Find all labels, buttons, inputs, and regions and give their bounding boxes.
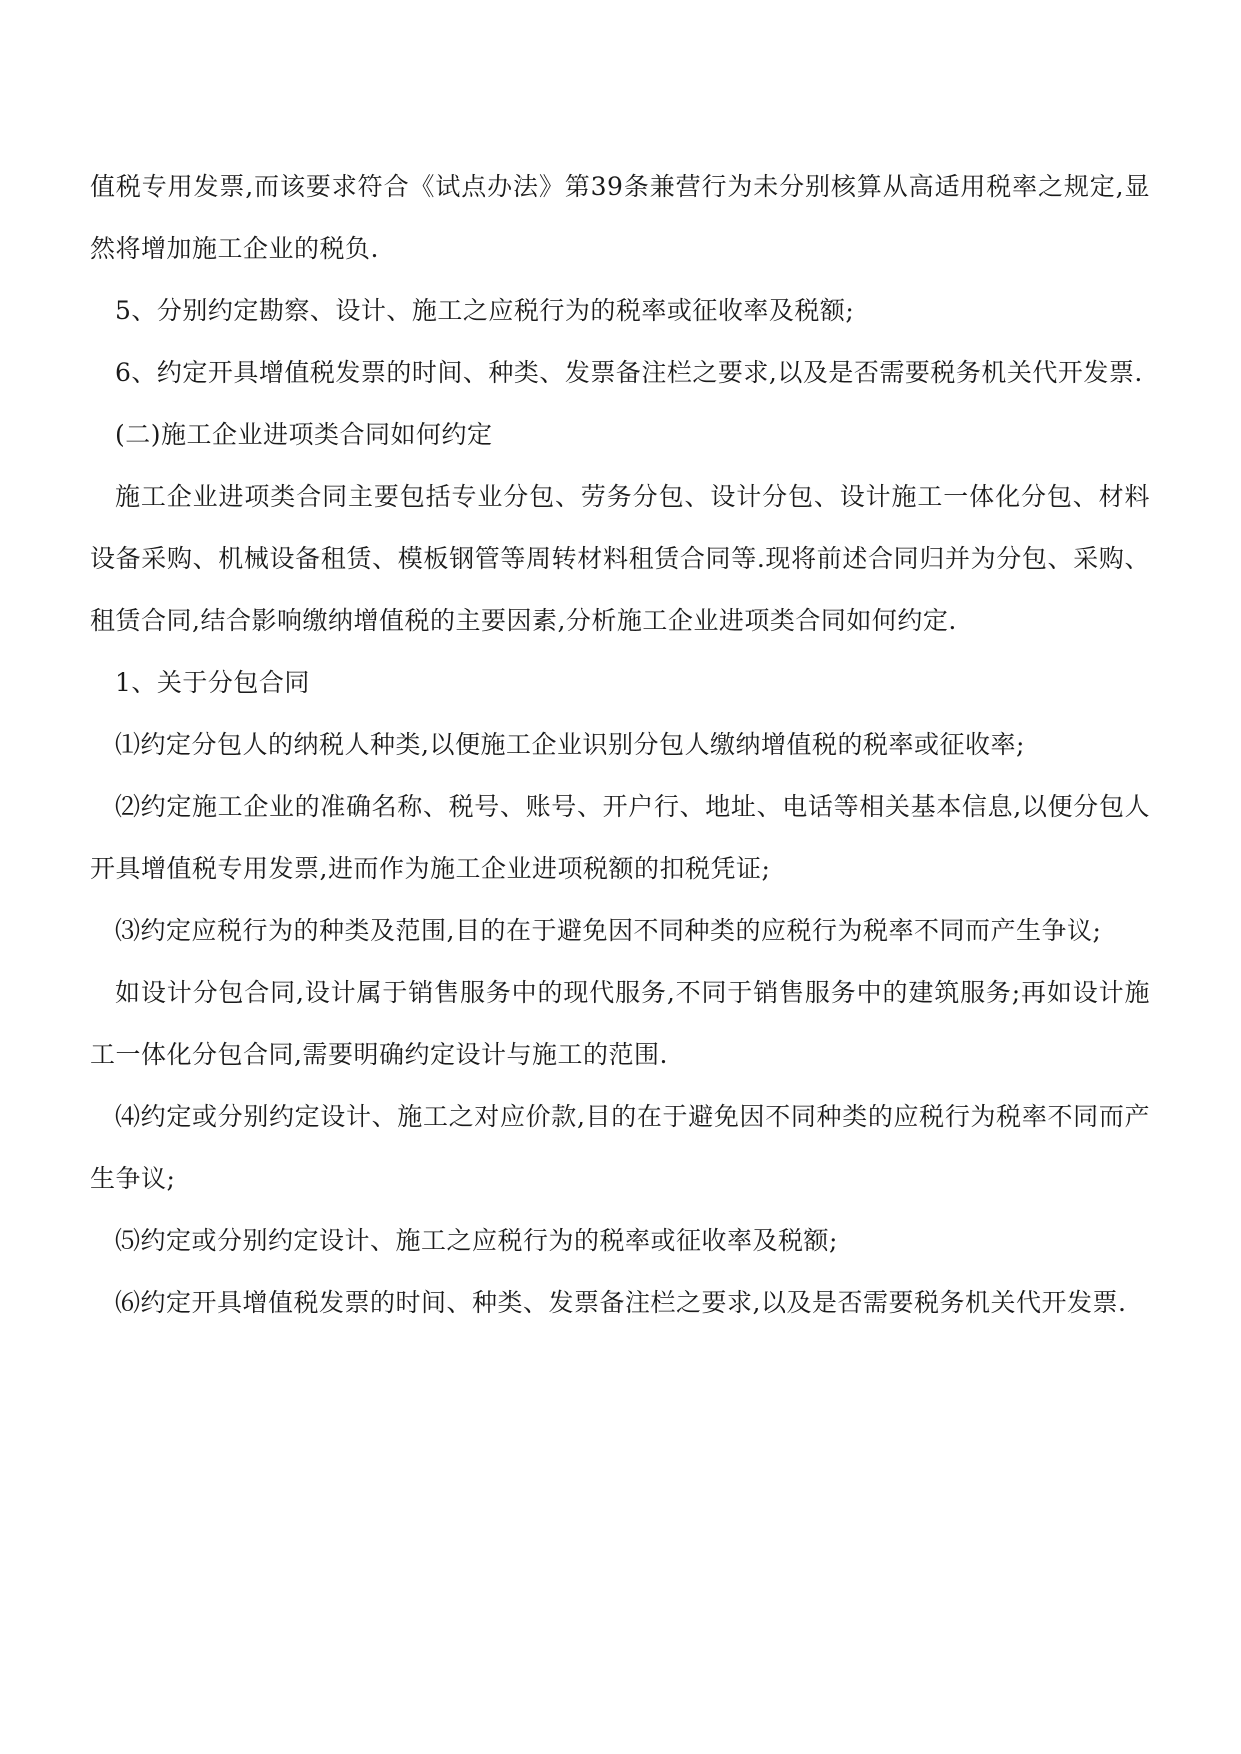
paragraph-item-6: 6、约定开具增值税发票的时间、种类、发票备注栏之要求,以及是否需要税务机关代开发票. (115, 358, 1143, 387)
paragraph-clause-1: ⑴约定分包人的纳税人种类,以便施工企业识别分包人缴纳增值税的税率或征收率; (115, 730, 1025, 759)
paragraph-clause-2: ⑵约定施工企业的准确名称、税号、账号、开户行、地址、电话等相关基本信息,以便分包人开具增值税专用发票,进而作为施工企业进项税额的扣税凭证; (90, 792, 1150, 883)
subsection-heading: 1、关于分包合同 (115, 668, 310, 697)
section-heading: (二)施工企业进项类合同如何约定 (115, 420, 493, 449)
document-page (90, 156, 1150, 1334)
paragraph-clause-4: ⑷约定或分别约定设计、施工之对应价款,目的在于避免因不同种类的应税行为税率不同而产生争议; (90, 1102, 1150, 1193)
paragraph-example: 如设计分包合同,设计属于销售服务中的现代服务,不同于销售服务中的建筑服务;再如设计施工一体化分包合同,需要明确约定设计与施工的范围. (90, 978, 1150, 1069)
paragraph-clause-5: ⑸约定或分别约定设计、施工之应税行为的税率或征收率及税额; (115, 1226, 838, 1255)
paragraph-intro: 施工企业进项类合同主要包括专业分包、劳务分包、设计分包、设计施工一体化分包、材料设备采购、机械设备租赁、模板钢管等周转材料租赁合同等.现将前述合同归并为分包、采购、租赁合同,结合影响缴纳增值税的主要因素,分析施工企业进项类合同如何约定. (90, 482, 1150, 635)
paragraph-continuation: 值税专用发票,而该要求符合《试点办法》第39条兼营行为未分别核算从高适用税率之规定,显然将增加施工企业的税负. (90, 172, 1150, 263)
paragraph-clause-6: ⑹约定开具增值税发票的时间、种类、发票备注栏之要求,以及是否需要税务机关代开发票. (115, 1288, 1127, 1317)
paragraph-clause-3: ⑶约定应税行为的种类及范围,目的在于避免因不同种类的应税行为税率不同而产生争议; (115, 916, 1102, 945)
paragraph-item-5: 5、分别约定勘察、设计、施工之应税行为的税率或征收率及税额; (115, 296, 855, 325)
